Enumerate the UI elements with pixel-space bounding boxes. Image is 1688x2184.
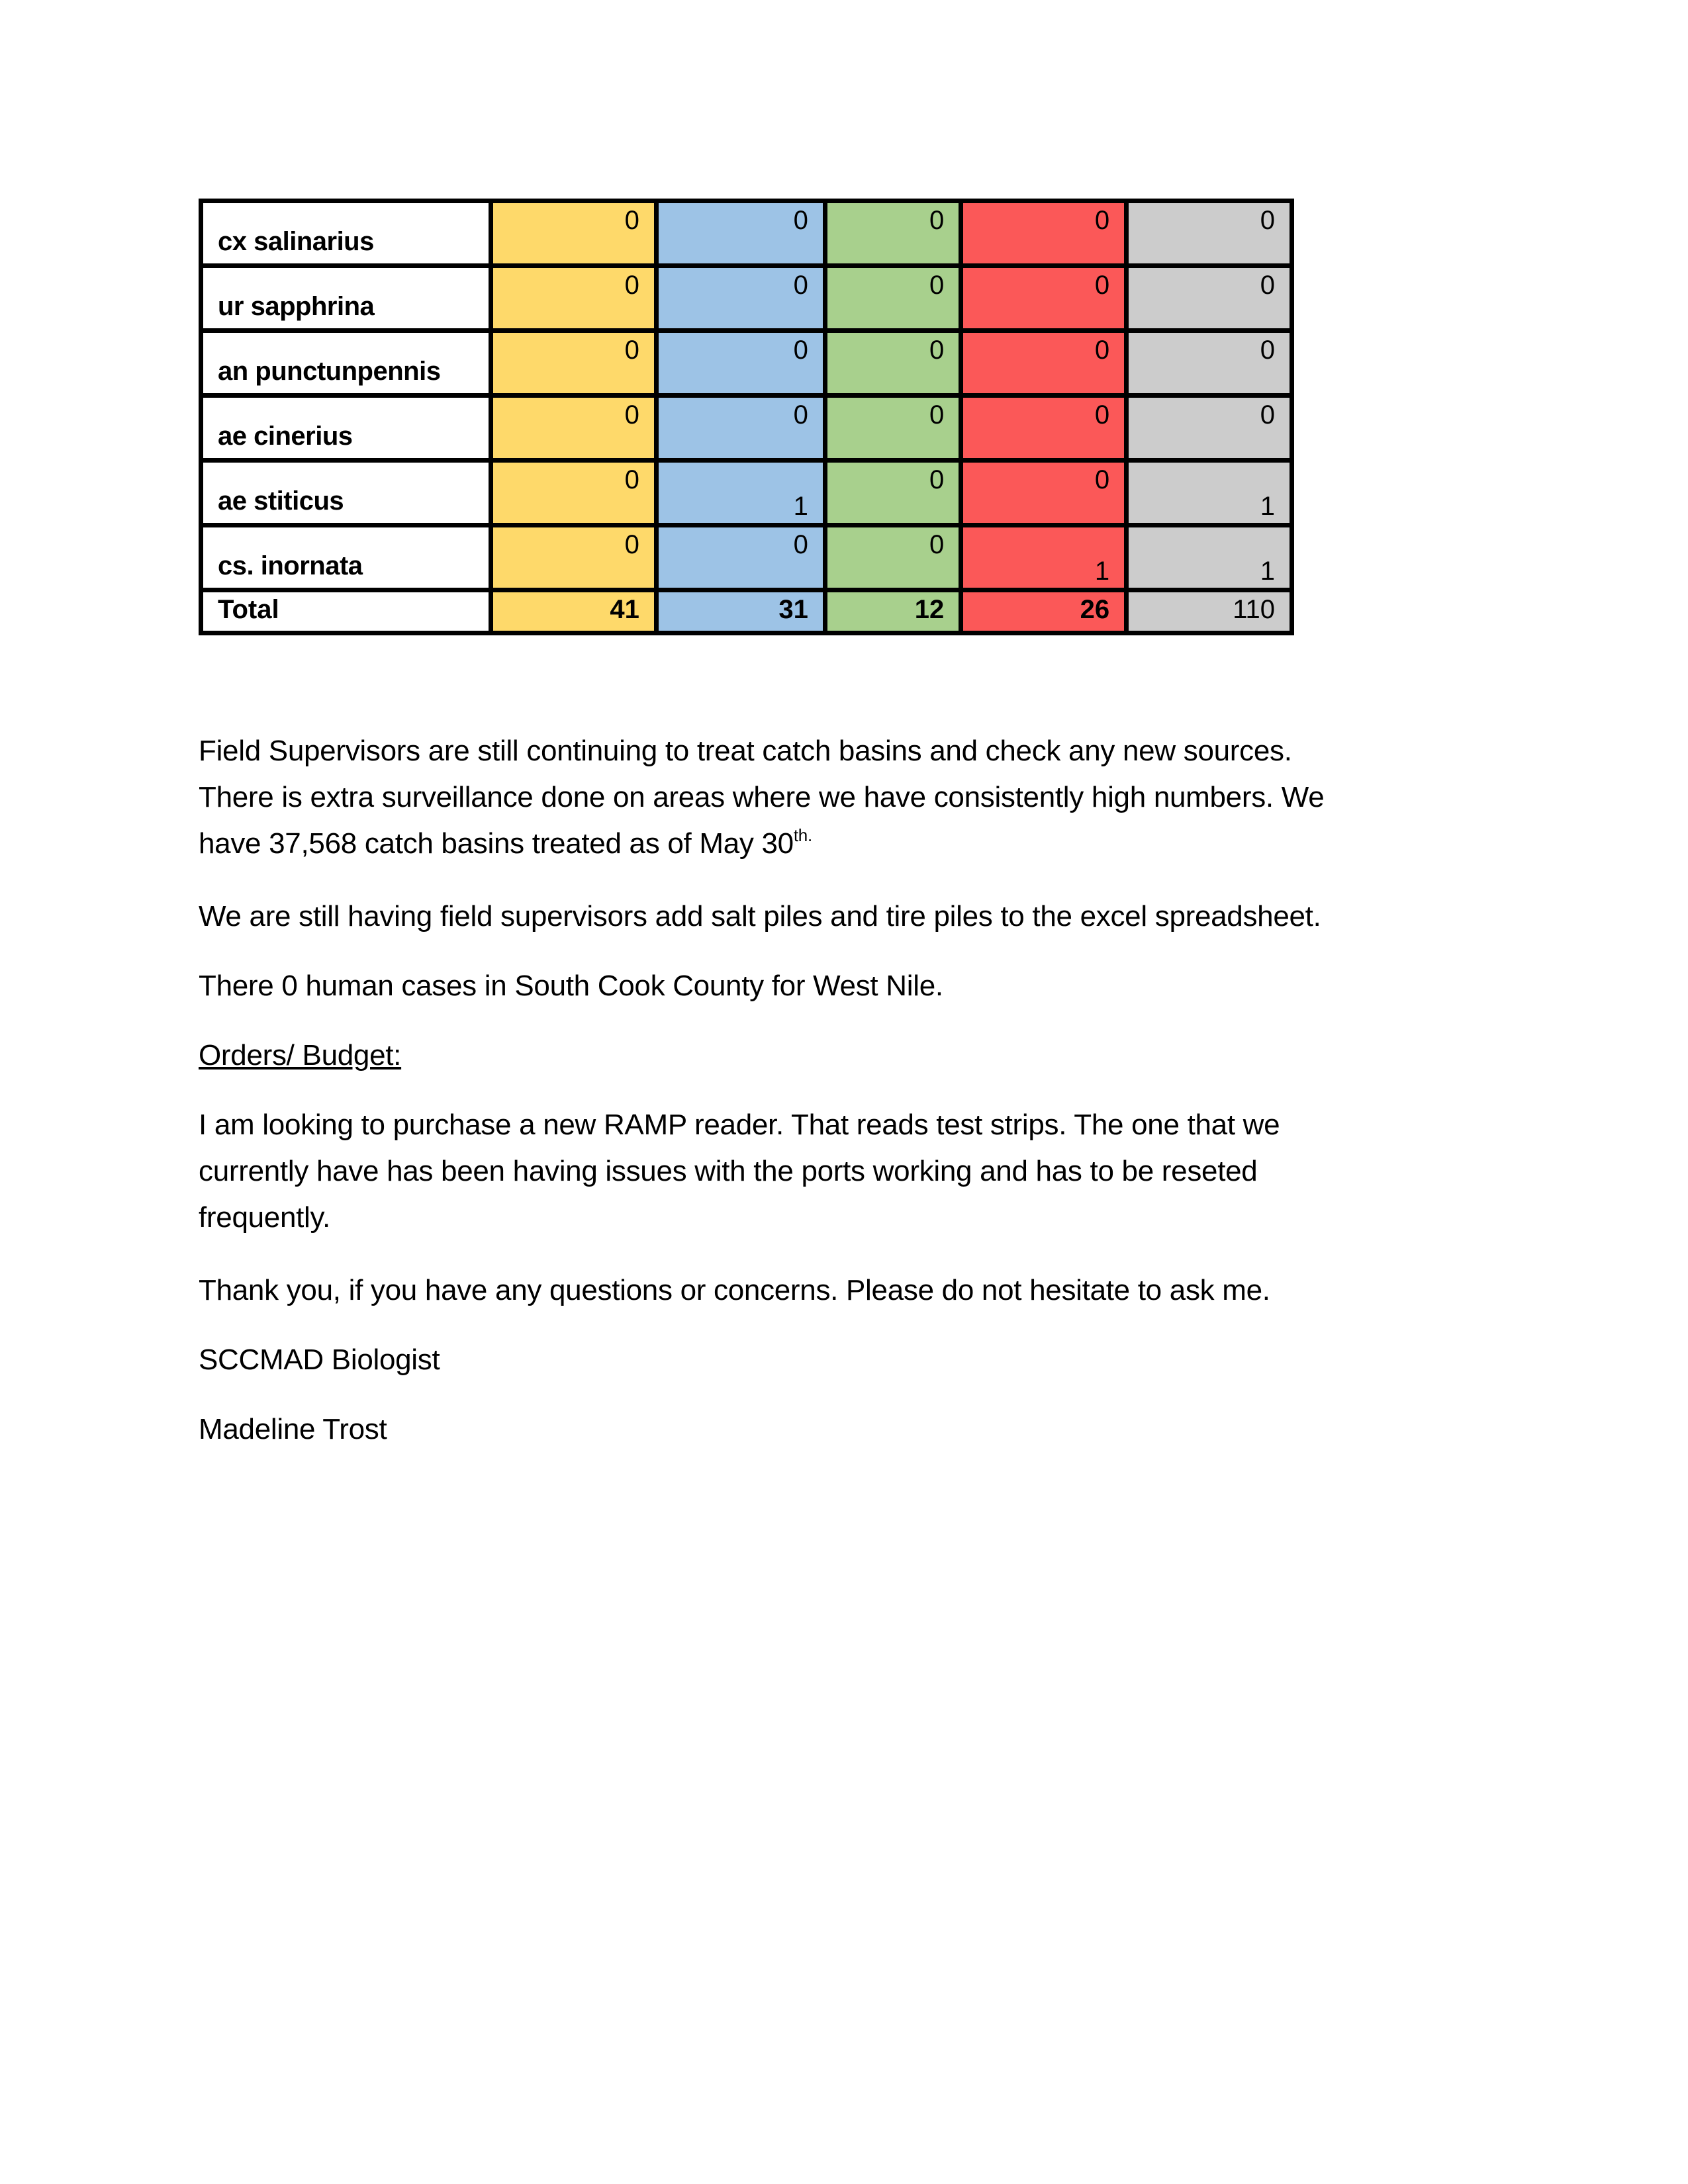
species-name: ae stiticus	[218, 486, 344, 516]
total-value: 41	[610, 595, 639, 624]
text-line: frequently.	[199, 1201, 330, 1234]
total-cell	[1127, 590, 1292, 633]
count-cell	[656, 396, 825, 461]
count-cell	[656, 331, 825, 396]
count-value-top: 0	[624, 271, 639, 300]
count-cell	[961, 396, 1127, 461]
species-name-cell	[201, 331, 491, 396]
species-name: an punctunpennis	[218, 357, 441, 386]
table-row	[201, 201, 1292, 266]
count-cell	[961, 461, 1127, 525]
count-value-top: 0	[1094, 271, 1110, 300]
catch-basin-count-text: have 37,568 catch basins treated as of May 30	[199, 827, 794, 860]
total-cell	[825, 590, 961, 633]
count-cell	[825, 266, 961, 331]
text-line: Madeline Trost	[199, 1413, 387, 1445]
text-line: There 0 human cases in South Cook County for West Nile.	[199, 970, 943, 1002]
count-value-top: 0	[929, 206, 945, 235]
count-value-top: 0	[929, 530, 945, 559]
species-name: cs. inornata	[218, 551, 363, 580]
count-value-top: 0	[929, 465, 945, 494]
signature-title	[199, 1337, 1496, 1383]
total-value: 12	[914, 595, 945, 624]
count-value-top: 0	[793, 271, 808, 300]
count-cell	[961, 331, 1127, 396]
count-cell	[825, 201, 961, 266]
count-cell	[656, 525, 825, 590]
species-name-cell	[201, 525, 491, 590]
total-row	[201, 590, 1292, 633]
text-line: There is extra surveillance done on areas where we have consistently high numbers. We	[199, 781, 1325, 813]
count-value-top: 0	[793, 206, 808, 235]
count-value-top: 0	[929, 271, 945, 300]
ramp-reader-paragraph	[199, 1102, 1496, 1241]
total-value: 26	[1080, 595, 1110, 624]
text-line: We are still having field supervisors add salt piles and tire piles to the excel spreadsheet.	[199, 900, 1321, 933]
count-value-top: 0	[929, 336, 945, 365]
count-cell	[961, 525, 1127, 590]
table-row	[201, 266, 1292, 331]
count-cell	[491, 461, 657, 525]
count-value-top: 0	[624, 530, 639, 559]
count-value-top: 0	[624, 206, 639, 235]
text-line: I am looking to purchase a new RAMP reader. That reads test strips. The one that we	[199, 1109, 1280, 1141]
species-name-cell	[201, 396, 491, 461]
species-name: ae cinerius	[218, 422, 353, 451]
count-value-top: 0	[624, 400, 639, 430]
species-name-cell	[201, 266, 491, 331]
text-line: Thank you, if you have any questions or concerns. Please do not hesitate to ask me.	[199, 1274, 1270, 1306]
count-cell	[1127, 461, 1292, 525]
count-value-top: 0	[793, 336, 808, 365]
count-value-top: 0	[1260, 271, 1275, 300]
count-value-top: 0	[1260, 336, 1275, 365]
count-cell	[491, 331, 657, 396]
text-line: Field Supervisors are still continuing to treat catch basins and check any new sources.	[199, 735, 1292, 767]
count-cell	[961, 266, 1127, 331]
human-cases-paragraph	[199, 963, 1496, 1009]
count-value-top: 0	[1094, 400, 1110, 430]
count-cell	[491, 525, 657, 590]
closing-paragraph	[199, 1267, 1496, 1314]
count-value-top: 0	[1094, 336, 1110, 365]
count-value-bottom: 1	[1260, 557, 1275, 586]
species-name: cx salinarius	[218, 227, 374, 256]
text-line: currently have has been having issues with the ports working and has to be reseted	[199, 1155, 1258, 1187]
count-value-top: 0	[793, 400, 808, 430]
total-cell	[491, 590, 657, 633]
count-cell	[825, 331, 961, 396]
ordinal-suffix: th.	[793, 825, 812, 845]
count-cell	[1127, 266, 1292, 331]
species-name-cell	[201, 461, 491, 525]
text-line	[199, 821, 1496, 867]
count-value-top: 0	[1094, 206, 1110, 235]
count-cell	[825, 461, 961, 525]
count-value-top: 0	[1260, 400, 1275, 430]
count-cell	[656, 461, 825, 525]
count-value-top: 0	[1260, 206, 1275, 235]
section-heading: Orders/ Budget:	[199, 1039, 402, 1071]
count-value-bottom: 1	[1094, 557, 1110, 586]
count-cell	[1127, 201, 1292, 266]
table-row	[201, 331, 1292, 396]
count-value-top: 0	[624, 465, 639, 494]
count-cell	[961, 201, 1127, 266]
total-value: 31	[778, 595, 808, 624]
total-cell	[961, 590, 1127, 633]
signature-name	[199, 1406, 1496, 1453]
count-cell	[656, 266, 825, 331]
text-line: SCCMAD Biologist	[199, 1343, 440, 1376]
catch-basin-paragraph	[199, 728, 1496, 867]
count-cell	[491, 201, 657, 266]
count-value-top: 0	[1094, 465, 1110, 494]
count-cell	[1127, 331, 1292, 396]
count-cell	[825, 525, 961, 590]
species-name: ur sapphrina	[218, 292, 375, 321]
count-cell	[491, 266, 657, 331]
total-value: 110	[1233, 595, 1275, 624]
total-label-cell	[201, 590, 491, 633]
count-cell	[1127, 525, 1292, 590]
table-row	[201, 461, 1292, 525]
table-row	[201, 396, 1292, 461]
count-value-bottom: 1	[793, 492, 808, 521]
count-value-top: 0	[624, 336, 639, 365]
orders-budget-heading	[199, 1032, 1496, 1079]
salt-tire-paragraph	[199, 893, 1496, 940]
count-cell	[825, 396, 961, 461]
table-row	[201, 525, 1292, 590]
total-label: Total	[218, 595, 279, 624]
species-count-table	[199, 199, 1294, 635]
count-value-top: 0	[929, 400, 945, 430]
count-cell	[656, 201, 825, 266]
count-cell	[491, 396, 657, 461]
count-value-top: 0	[793, 530, 808, 559]
total-cell	[656, 590, 825, 633]
count-cell	[1127, 396, 1292, 461]
count-value-bottom: 1	[1260, 492, 1275, 521]
species-name-cell	[201, 201, 491, 266]
